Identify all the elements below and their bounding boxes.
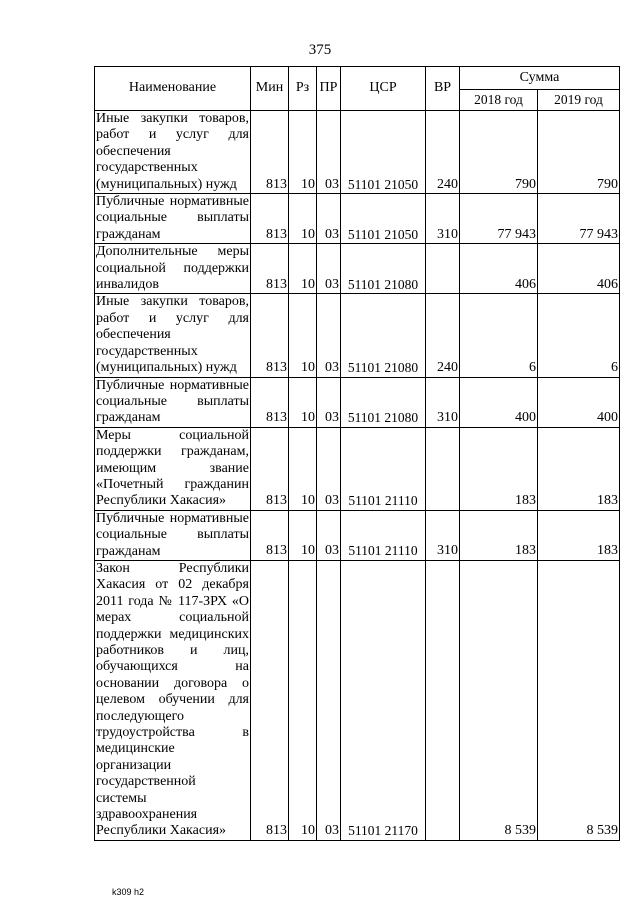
table-row [95,510,620,560]
table-row [95,111,620,194]
row-rz: 10 [289,560,317,840]
row-pr: 03 [317,194,341,244]
row-vr: 240 [426,111,460,194]
row-min: 813 [251,377,289,427]
row-rz: 10 [289,510,317,560]
row-pr: 03 [317,111,341,194]
header-pr: ПР [317,67,341,111]
row-csr: 51101 21170 [341,560,426,840]
row-csr: 51101 21050 [341,194,426,244]
row-pr: 03 [317,427,341,510]
row-min: 813 [251,510,289,560]
header-name: Наименование [95,67,251,111]
row-vr: 310 [426,510,460,560]
row-rz: 10 [289,194,317,244]
row-rz: 10 [289,111,317,194]
row-2018: 6 [460,294,538,377]
row-name: Иные закупки товаров, работ и услуг для обеспечения государственных (муниципальных) нужд [96,111,249,192]
row-pr: 03 [317,560,341,840]
row-2019: 400 [538,377,620,427]
header-2018: 2018 год [460,90,538,111]
row-rz: 10 [289,377,317,427]
header-min: Мин [251,67,289,111]
table-row [95,244,620,294]
header-csr: ЦСР [341,67,426,111]
table-row [95,194,620,244]
row-2019: 183 [538,510,620,560]
row-rz: 10 [289,244,317,294]
row-2018: 8 539 [460,560,538,840]
row-2018: 406 [460,244,538,294]
row-min: 813 [251,244,289,294]
header-row [95,67,620,90]
row-name: Меры социальной поддержки гражданам, имеющим звание «Почетный гражданин Республики Хакасия» [96,427,249,509]
row-2019: 183 [538,427,620,510]
header-vr: ВР [426,67,460,111]
row-min: 813 [251,427,289,510]
row-2018: 400 [460,377,538,427]
row-name: Публичные нормативные социальные выплаты гражданам [96,510,249,559]
footer-code: k309 h2 [112,887,145,897]
header-sum: Сумма [460,67,620,90]
row-pr: 03 [317,294,341,377]
row-name: Публичные нормативные социальные выплаты гражданам [96,377,249,426]
row-min: 813 [251,560,289,840]
row-rz: 10 [289,294,317,377]
row-pr: 03 [317,377,341,427]
row-2019: 8 539 [538,560,620,840]
row-csr: 51101 21080 [341,244,426,294]
row-min: 813 [251,111,289,194]
header-rz: Рз [289,67,317,111]
table-row [95,427,620,510]
row-min: 813 [251,294,289,377]
row-name: Закон Республики Хакасия от 02 декабря 2011 года № 117-ЗРХ «О мерах социальной поддержки медицинских работников и лиц, обучающихся на основании договора о целевом обучении для последующего трудоустройства в медицинские организации государственной системы здравоохранения Республики Хакасия» [96,560,249,839]
row-2019: 77 943 [538,194,620,244]
page-number: 375 [308,42,332,58]
row-2018: 790 [460,111,538,194]
row-2019: 406 [538,244,620,294]
row-2018: 77 943 [460,194,538,244]
table-row [95,294,620,377]
row-2019: 790 [538,111,620,194]
row-2018: 183 [460,510,538,560]
table-row [95,560,620,840]
row-vr: 310 [426,377,460,427]
table-row [95,377,620,427]
row-name: Публичные нормативные социальные выплаты гражданам [96,194,249,242]
header-2019: 2019 год [538,90,620,111]
row-csr: 51101 21050 [341,111,426,194]
row-csr: 51101 21110 [341,510,426,560]
row-rz: 10 [289,427,317,510]
row-vr [426,244,460,294]
row-pr: 03 [317,244,341,294]
row-vr [426,560,460,840]
row-2018: 183 [460,427,538,510]
row-csr: 51101 21080 [341,294,426,377]
row-name: Дополнительные меры социальной поддержки инвалидов [96,244,249,293]
row-pr: 03 [317,510,341,560]
row-min: 813 [251,194,289,244]
budget-table [94,66,620,841]
row-csr: 51101 21110 [341,427,426,510]
row-vr: 240 [426,294,460,377]
row-vr [426,427,460,510]
row-2019: 6 [538,294,620,377]
row-vr: 310 [426,194,460,244]
row-name: Иные закупки товаров, работ и услуг для обеспечения государственных (муниципальных) нужд [96,294,249,376]
row-csr: 51101 21080 [341,377,426,427]
